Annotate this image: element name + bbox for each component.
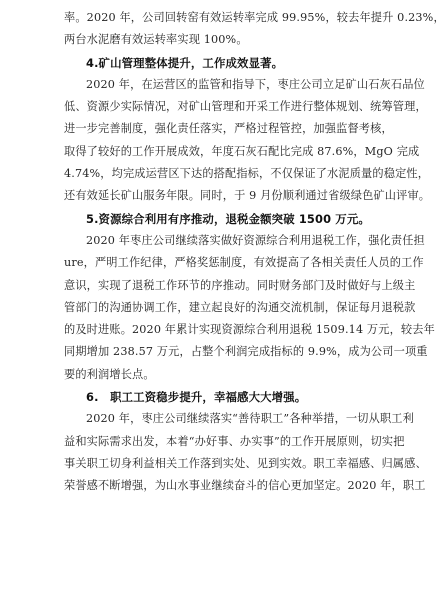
paragraph-line: 2020 年，枣庄公司继续落实“善待职工”各种举措，一切从职工利 xyxy=(86,412,414,426)
paragraph-line: 意识，实现了退税工作环节的序推动。同时财务部门及时做好与上级主 xyxy=(64,278,416,292)
paragraph-line: 荣誉感不断增强，为山水事业继续奋斗的信心更加坚定。2020 年，职工 xyxy=(64,479,426,493)
paragraph-line: 2020 年，在运营区的监管和指导下，枣庄公司立足矿山石灰石品位 xyxy=(86,77,425,91)
paragraph-line: 两台水泥磨有效运转率实现 100%。 xyxy=(64,33,248,47)
paragraph-line: 4.74%，均完成运营区下达的搭配指标，不仅保证了水泥质量的稳定性， xyxy=(64,167,430,181)
section-heading-6: 6. 职工工资稳步提升，幸福感大大增强。 xyxy=(86,390,307,405)
section-heading-5: 5.资源综合利用有序推动，退税金额突破 1500 万元。 xyxy=(86,211,370,226)
paragraph-line: 管部门的沟通协调工作，建立起良好的沟通交流机制，保证每月退税款 xyxy=(64,300,416,314)
section-heading-4: 4.矿山管理整体提升，工作成效显著。 xyxy=(86,55,284,70)
paragraph-line: 事关职工切身利益相关工作落到实处、见到实效。职工幸福感、归属感、 xyxy=(64,456,427,470)
paragraph-line: 2020 年枣庄公司继续落实做好资源综合利用退税工作，强化责任担 xyxy=(86,233,425,247)
paragraph-line: 率。2020 年，公司回转窑有效运转率完成 99.95%，较去年提升 0.23%， xyxy=(64,11,445,24)
paragraph-line: 的及时进账。2020 年累计实现资源综合利用退税 1509.14 万元，较去年 xyxy=(64,323,435,337)
paragraph-line: ure，严明工作纪律，严格奖惩制度，有效提高了各相关责任人员的工作 xyxy=(64,256,424,270)
paragraph-line: 进一步完善制度，强化责任落实，严格过程管控，加强监督考核， xyxy=(64,122,393,136)
paragraph-line: 还有效延长矿山服务年限。同时，于 9 月份顺利通过省级绿色矿山评审。 xyxy=(64,189,431,203)
paragraph-line: 低、资源少实际情况，对矿山管理和开采工作进行整体规划、统筹管理， xyxy=(64,100,427,114)
paragraph-line: 同期增加 238.57 万元，占整个利润完成指标的 9.9%，成为公司一项重 xyxy=(64,345,428,359)
paragraph-line: 益和实际需求出发，本着“办好事、办实事”的工作开展原则，切实把 xyxy=(64,434,405,448)
paragraph-line: 取得了较好的工作开展成效，年度石灰石配比完成 87.6%，MgO 完成 xyxy=(64,144,420,158)
paragraph-line: 要的利润增长点。 xyxy=(64,367,155,381)
